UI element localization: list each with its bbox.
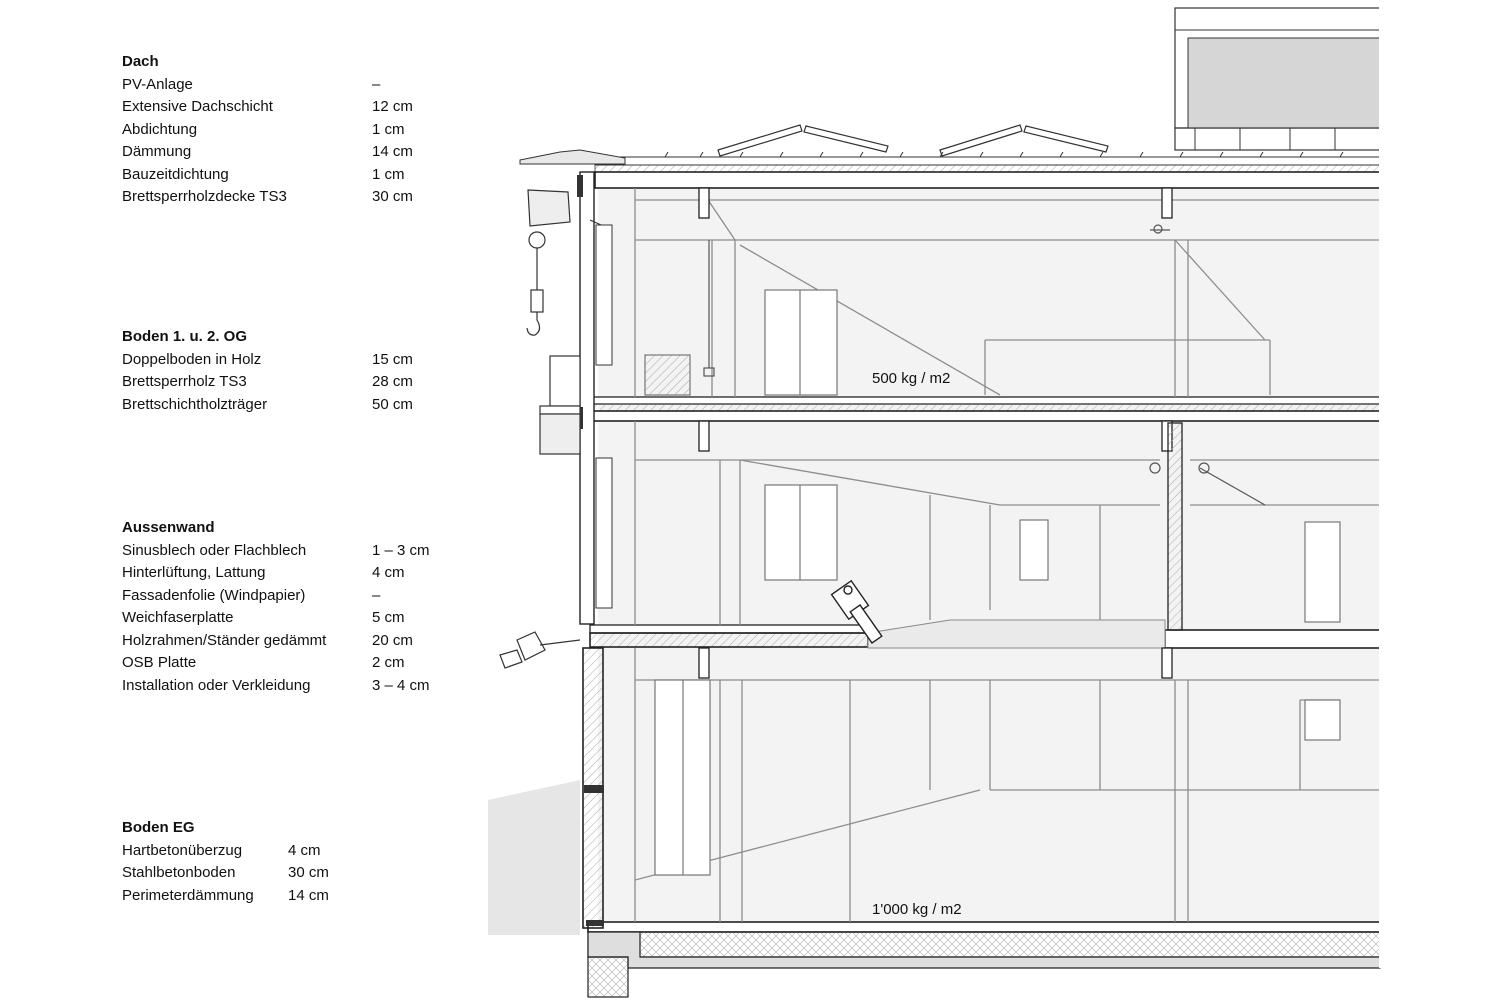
roof-vegetation bbox=[665, 152, 1343, 157]
legend-label: Hartbetonüberzug bbox=[122, 841, 243, 859]
ground-floor-slab bbox=[588, 922, 1380, 997]
legend-value: 1 cm bbox=[372, 165, 405, 183]
legend-label: Brettschichtholzträger bbox=[122, 395, 268, 413]
pv-panels bbox=[718, 125, 1108, 156]
interior-background bbox=[598, 180, 1380, 925]
legend-label: Weichfaserplatte bbox=[122, 609, 234, 626]
legend-value: 14 cm bbox=[372, 143, 413, 160]
floodlight bbox=[500, 632, 580, 668]
legend-label: Stahlbetonboden bbox=[122, 864, 236, 881]
legend-label: Perimeterdämmung bbox=[122, 886, 254, 904]
legend-value: 12 cm bbox=[372, 98, 413, 115]
legend-value: 4 cm bbox=[372, 564, 405, 581]
legend-value: 2 cm bbox=[372, 654, 405, 671]
legend-label: Brettsperrholz TS3 bbox=[122, 373, 247, 390]
legend-label: Holzrahmen/Ständer gedämmt bbox=[122, 631, 327, 649]
legend-boden-eg-title: Boden EG bbox=[122, 819, 195, 836]
legend-value: 28 cm bbox=[372, 373, 413, 390]
legend-label: Installation oder Verkleidung bbox=[122, 676, 311, 694]
legend-value: 20 cm bbox=[372, 631, 413, 649]
upper-floor-load-label: 500 kg / m2 bbox=[872, 370, 951, 387]
legend-label: Hinterlüftung, Lattung bbox=[122, 564, 266, 581]
legend-value: 5 cm bbox=[372, 609, 405, 626]
legend-value: 15 cm bbox=[372, 350, 413, 368]
legend-value: 1 cm bbox=[372, 120, 405, 138]
legend-value: 14 cm bbox=[288, 886, 329, 904]
legend-value: 50 cm bbox=[372, 395, 413, 413]
legend-label: PV-Anlage bbox=[122, 75, 193, 93]
legend-label: Bauzeitdichtung bbox=[122, 165, 229, 183]
legend-label: Sinusblech oder Flachblech bbox=[122, 541, 307, 559]
crane-hook bbox=[527, 190, 570, 335]
legend-label: Extensive Dachschicht bbox=[122, 98, 273, 115]
legend-value: 1 – 3 cm bbox=[372, 541, 430, 559]
legend-label: Brettsperrholzdecke TS3 bbox=[122, 188, 287, 205]
balcony bbox=[540, 356, 580, 454]
legend-value: 4 cm bbox=[288, 841, 321, 859]
ground-floor-load-label: 1'000 kg / m2 bbox=[872, 901, 962, 918]
legend-label: Abdichtung bbox=[122, 120, 198, 138]
legend-value: – bbox=[372, 75, 381, 93]
legend-boden-og-title: Boden 1. u. 2. OG bbox=[122, 328, 248, 345]
legend-label: OSB Platte bbox=[122, 654, 197, 671]
legend-dach-title: Dach bbox=[122, 53, 159, 70]
legend-label: Doppelboden in Holz bbox=[122, 350, 262, 368]
legend-value: 30 cm bbox=[372, 188, 413, 205]
rooftop-structure bbox=[1175, 8, 1380, 150]
legend-value: 3 – 4 cm bbox=[372, 676, 430, 694]
roof-slab bbox=[520, 150, 1380, 188]
legend-value: – bbox=[372, 586, 381, 604]
upper-floor-slab bbox=[593, 397, 1380, 421]
terrain bbox=[488, 780, 580, 935]
legend-label: Fassadenfolie (Windpapier) bbox=[122, 586, 306, 604]
legend-label: Dämmung bbox=[122, 143, 192, 160]
legend-aussenwand-title: Aussenwand bbox=[122, 519, 215, 536]
legend-value: 30 cm bbox=[288, 864, 329, 881]
